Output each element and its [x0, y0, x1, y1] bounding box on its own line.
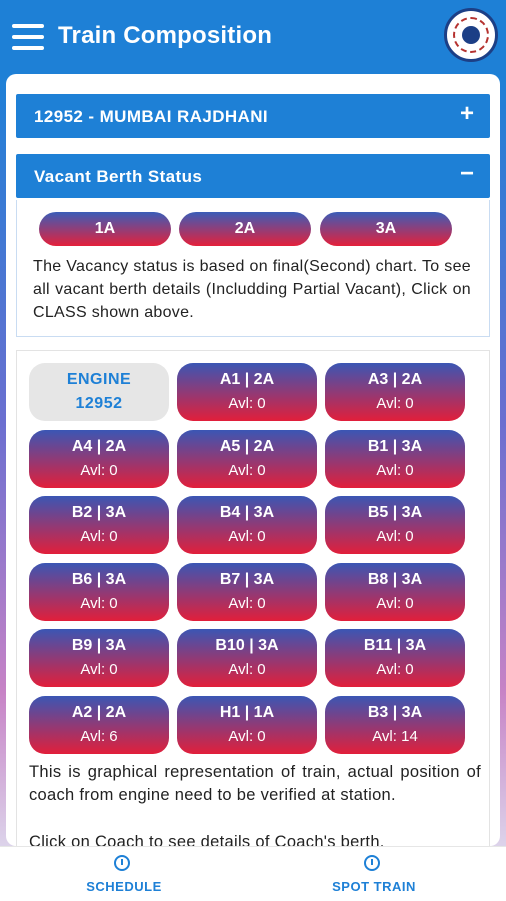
hamburger-menu-icon[interactable] — [12, 24, 44, 50]
graph-note: This is graphical representation of train, actual position of coach from engine need to be verified at station. — [29, 763, 481, 804]
vacancy-note: The Vacancy status is based on final(Second) chart. To see all vacant berth details (Includding Partial Vacant), Click on CLASS shown above. — [33, 258, 471, 321]
coach-name: B6 | 3A — [71, 570, 127, 588]
coach-availability: Avl: 0 — [228, 727, 266, 745]
tab-spot-train[interactable] — [274, 847, 474, 901]
coach-availability: Avl: 0 — [228, 661, 266, 678]
bottom-navigation — [0, 846, 506, 901]
coach-availability: Avl: 6 — [80, 727, 118, 745]
coach-name: B10 | 3A — [215, 637, 279, 654]
page-title: Train Composition — [58, 22, 273, 49]
coach-availability: Avl: 0 — [376, 594, 414, 612]
coach-availability: Avl: 0 — [376, 461, 414, 479]
content-card — [6, 74, 500, 846]
coach-name: B9 | 3A — [71, 637, 127, 654]
class-button-1a[interactable]: 1A — [39, 212, 171, 246]
coach-tile[interactable] — [177, 563, 317, 621]
tab-spot-train-label: SPOT TRAIN — [332, 879, 416, 894]
coach-tile[interactable] — [29, 629, 169, 687]
coach-tile[interactable] — [29, 563, 169, 621]
coach-name: B5 | 3A — [367, 504, 423, 521]
coach-tile[interactable] — [177, 496, 317, 554]
coach-tile[interactable] — [325, 496, 465, 554]
class-button-2a[interactable]: 2A — [179, 212, 311, 246]
train-accordion-title: 12952 - MUMBAI RAJDHANI — [34, 107, 269, 126]
coach-name: A2 | 2A — [71, 703, 127, 721]
app-bar — [0, 0, 506, 76]
vacant-accordion-title: Vacant Berth Status — [34, 167, 203, 186]
coach-grid — [16, 350, 490, 846]
indian-railways-logo — [444, 8, 498, 62]
coach-name: A4 | 2A — [71, 437, 127, 455]
coach-availability: Avl: 0 — [80, 594, 118, 612]
coach-availability: Avl: 0 — [80, 528, 118, 545]
tab-schedule-label: SCHEDULE — [86, 879, 162, 894]
coach-tile[interactable] — [177, 363, 317, 421]
coach-tile[interactable] — [177, 430, 317, 488]
coach-availability: Avl: 0 — [228, 395, 266, 412]
coach-availability: Avl: 0 — [376, 528, 414, 545]
coach-availability: Avl: 0 — [376, 395, 414, 412]
coach-name: B8 | 3A — [367, 570, 423, 588]
coach-availability: Avl: 0 — [228, 528, 266, 545]
coach-name: B7 | 3A — [219, 570, 275, 588]
coach-tile[interactable] — [325, 563, 465, 621]
coach-tile[interactable] — [325, 629, 465, 687]
coach-name: B4 | 3A — [219, 504, 275, 521]
coach-availability: Avl: 0 — [228, 594, 266, 612]
coach-name: A1 | 2A — [219, 371, 275, 388]
click-note: Click on Coach to see details of Coach's berth. — [29, 833, 385, 846]
clock-icon — [364, 855, 380, 871]
vacant-accordion-header[interactable] — [16, 154, 490, 198]
coach-availability: Avl: 0 — [80, 661, 118, 678]
coach-name: B1 | 3A — [367, 437, 423, 455]
tab-schedule[interactable] — [24, 847, 224, 901]
coach-name: A5 | 2A — [219, 437, 275, 455]
engine-number: 12952 — [75, 395, 123, 412]
coach-name: B11 | 3A — [363, 637, 427, 654]
coach-name: A3 | 2A — [367, 371, 423, 388]
class-button-3a[interactable]: 3A — [320, 212, 452, 246]
engine-tile[interactable] — [29, 363, 169, 421]
clock-icon — [114, 855, 130, 871]
coach-availability: Avl: 0 — [80, 461, 118, 479]
coach-tile[interactable] — [325, 430, 465, 488]
expand-plus-icon[interactable]: + — [459, 100, 474, 127]
coach-availability: Avl: 0 — [376, 661, 414, 678]
coach-name: H1 | 1A — [219, 703, 275, 721]
coach-tile[interactable] — [29, 430, 169, 488]
coach-name: B2 | 3A — [71, 504, 127, 521]
collapse-minus-icon[interactable]: − — [459, 160, 474, 187]
coach-tile[interactable] — [177, 629, 317, 687]
coach-name: B3 | 3A — [367, 703, 423, 721]
coach-tile[interactable] — [29, 496, 169, 554]
coach-availability: Avl: 0 — [228, 461, 266, 479]
coach-tile[interactable] — [325, 363, 465, 421]
coach-tile[interactable] — [29, 696, 169, 754]
coach-availability: Avl: 14 — [372, 727, 418, 745]
engine-label: ENGINE — [66, 371, 132, 388]
train-accordion-header[interactable] — [16, 94, 490, 138]
coach-tile[interactable] — [177, 696, 317, 754]
vacant-accordion-body — [16, 200, 490, 337]
coach-tile[interactable] — [325, 696, 465, 754]
